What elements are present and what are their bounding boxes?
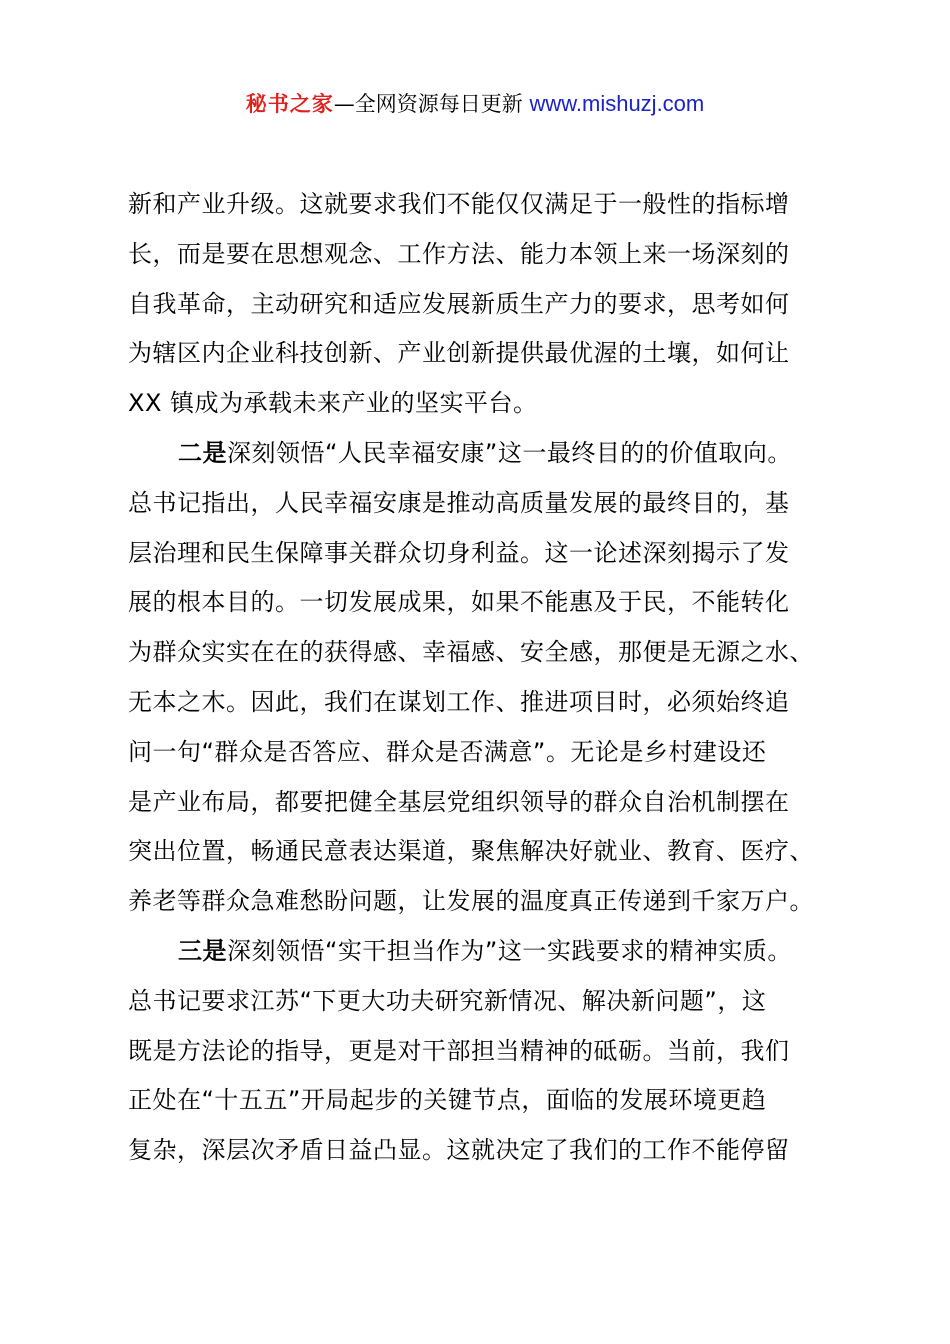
text-line: 新和产业升级。这就要求我们不能仅仅满足于一般性的指标增 [128, 190, 790, 218]
paragraph-lead: 二是 [178, 438, 227, 467]
text-line: 总书记要求江苏“下更大功夫研究新情况、解决新问题”，这 [128, 986, 767, 1015]
text-line: 为辖区内企业科技创新、产业创新提供最优渥的土壤，如何让 [128, 339, 790, 368]
site-url-link[interactable]: www.mishuzj.com [529, 91, 705, 116]
text-line: 既是方法论的指导，更是对干部担当精神的砥砺。当前，我们 [128, 1036, 790, 1065]
text-line: XX 镇成为承载未来产业的坚实平台。 [128, 389, 538, 418]
text-line: 总书记指出，人民幸福安康是推动高质量发展的最终目的，基 [128, 488, 790, 517]
site-header [0, 88, 950, 120]
header-tagline: —全网资源每日更新 [333, 92, 530, 116]
document-body [128, 180, 848, 1176]
text-line: 为群众实实在在的获得感、幸福感、安全感，那便是无源之水、 [128, 638, 814, 667]
paragraph-two-first-line [128, 429, 848, 479]
text-line: 正处在“十五五”开局起步的关键节点，面临的发展环境更趋 [128, 1086, 767, 1115]
brand-name: 秘书之家 [245, 92, 334, 116]
text-line: 层治理和民生保障事关群众切身利益。这一论述深刻揭示了发 [128, 538, 790, 567]
text-line: 是产业布局，都要把健全基层党组织领导的群众自治机制摆在 [128, 787, 790, 816]
paragraph-three-first-line [128, 927, 848, 977]
text-line: 深刻领悟“人民幸福安康”这一最终目的的价值取向。 [227, 438, 792, 467]
text-line: 养老等群众急难愁盼问题，让发展的温度真正传递到千家万户。 [128, 887, 814, 916]
text-line: 自我革命，主动研究和适应发展新质生产力的要求，思考如何 [128, 289, 790, 318]
text-line: 问一句“群众是否答应、群众是否满意”。无论是乡村建设还 [128, 737, 767, 766]
text-line: 突出位置，畅通民意表达渠道，聚焦解决好就业、教育、医疗、 [128, 837, 814, 866]
paragraph-lead: 三是 [178, 936, 227, 965]
text-line: 无本之木。因此，我们在谋划工作、推进项目时，必须始终追 [128, 687, 790, 716]
text-line: 复杂，深层次矛盾日益凸显。这就决定了我们的工作不能停留 [128, 1136, 790, 1165]
text-line: 展的根本目的。一切发展成果，如果不能惠及于民，不能转化 [128, 588, 790, 617]
text-line: 深刻领悟“实干担当作为”这一实践要求的精神实质。 [227, 936, 792, 965]
text-line: 长，而是要在思想观念、工作方法、能力本领上来一场深刻的 [128, 239, 790, 268]
